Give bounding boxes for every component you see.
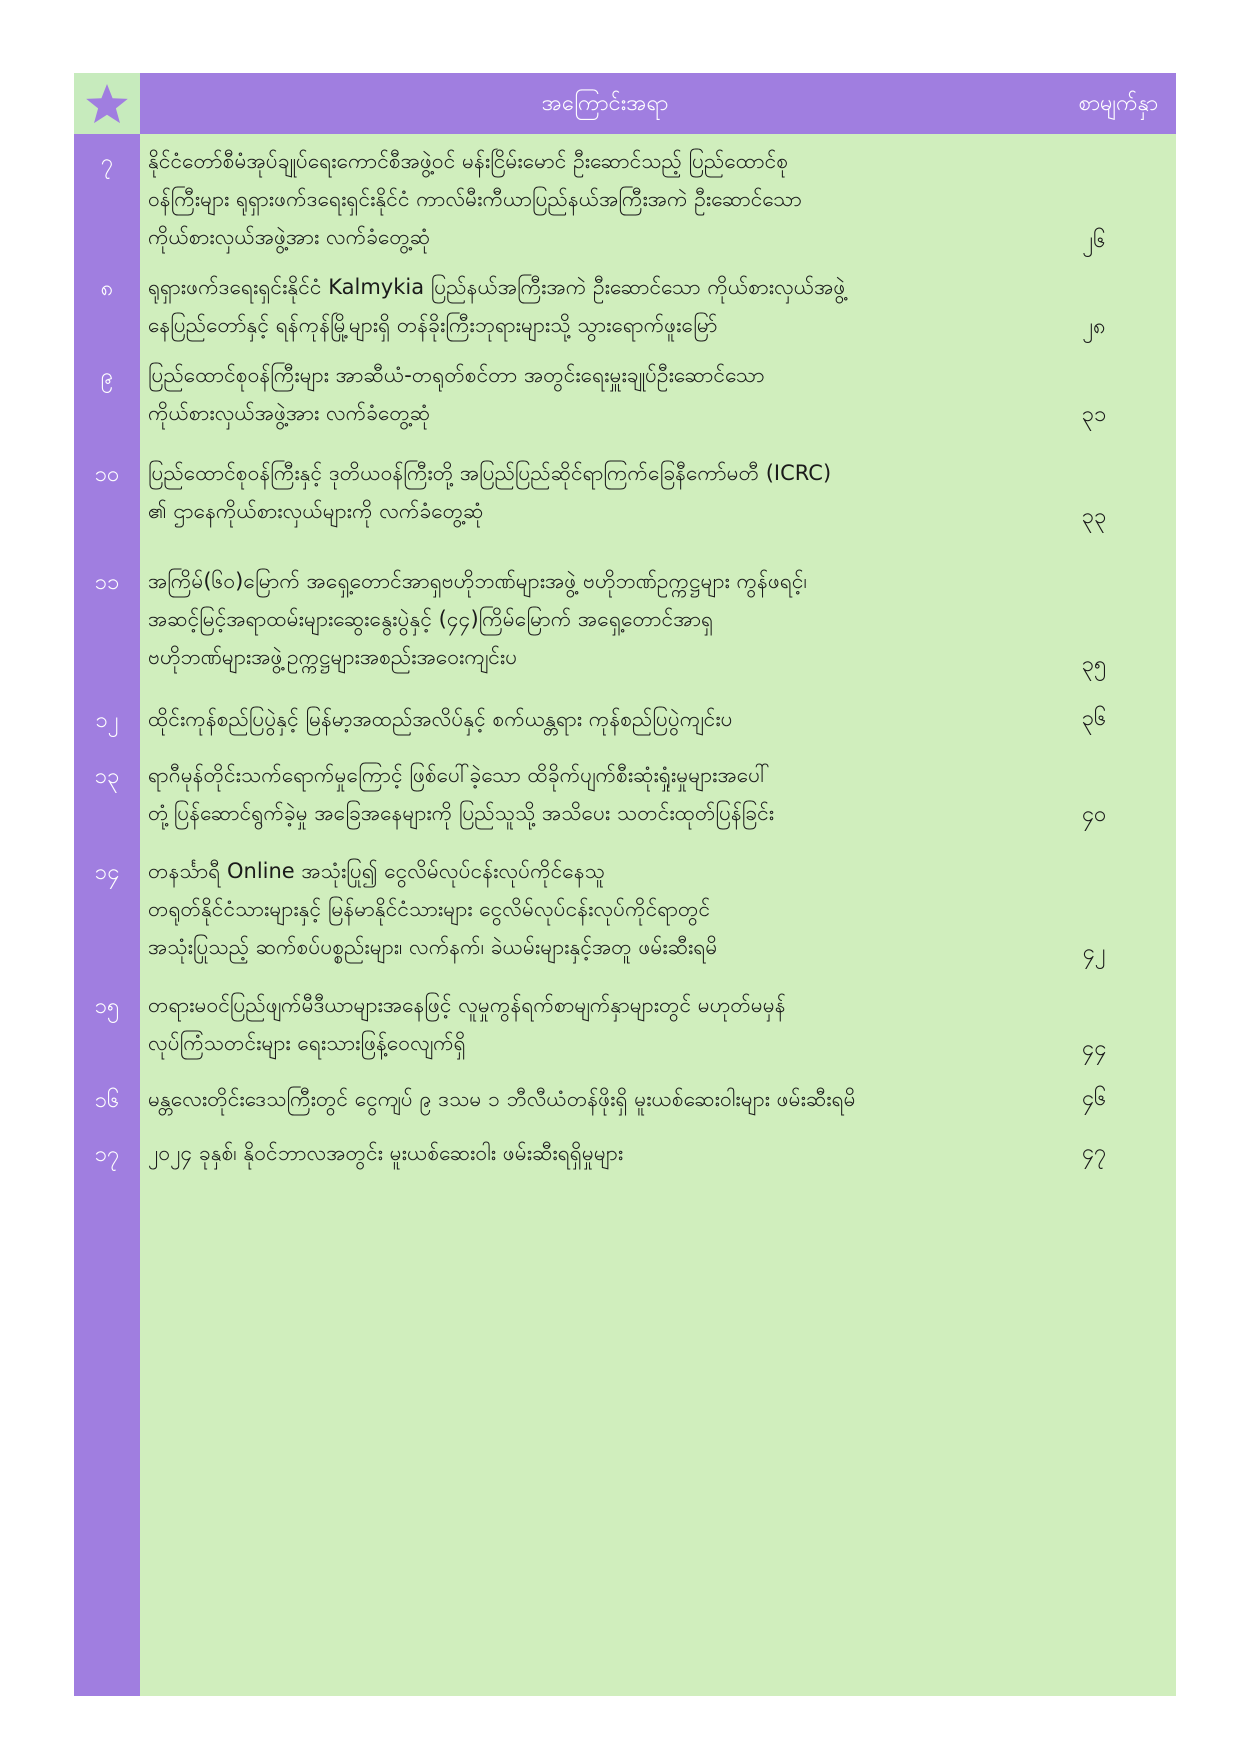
entry-title-line: အကြိမ်(၆၀)မြောက် အရှေ့တောင်အာရှဗဟိုဘဏ်များအဖွဲ့ ဗဟိုဘဏ်ဥက္ကဋ္ဌများ ကွန်ဖရင့်၊ [148,569,807,593]
entry-title-line: ရာဂီမုန်တိုင်းသက်ရောက်မှုကြောင့် ဖြစ်ပေါ်ခဲ့သော ထိခိုက်ပျက်စီးဆုံးရှုံးမှုများအပေါ် [148,763,770,787]
entry-title-line: ပြည်ထောင်စုဝန်ကြီးများ အာဆီယံ-တရုတ်စင်တာ အတွင်းရေးမှူးချုပ်ဦးဆောင်သော [148,363,765,387]
star-icon [85,82,129,126]
entry-title-line: အသုံးပြုသည့် ဆက်စပ်ပစ္စည်းများ၊ လက်နက်၊ ခဲယမ်းများနှင့်အတူ ဖမ်းဆီးရမိ [148,935,718,959]
entry-number: ၁၀ [94,462,120,487]
entry-title-line: တနင်္သာရီ Online အသုံးပြု၍ ငွေလိမ်လုပ်ငန်းလုပ်ကိုင်နေသူ [148,859,605,883]
entry-title-line: နေပြည်တော်နှင့် ရန်ကုန်မြို့များရှိ တန်ခိုးကြီးဘုရားများသို့ သွားရောက်ဖူးမြော် [148,313,718,337]
entry-title [148,142,1068,256]
toc-header-page-label: စာမျက်နှာ [1078,91,1158,116]
entry-number: ၁၇ [94,1142,120,1167]
entry-number: ၁၂ [95,708,119,733]
entry-number: ၁၁ [94,570,120,595]
entry-page-number: ၄၄ [1081,1036,1107,1061]
entry-title-line: ၏ ဌာနေကိုယ်စားလှယ်များကို လက်ခံတွေ့ဆုံ [148,499,484,523]
entry-number: ၇ [100,150,114,175]
entry-title-line: ကိုယ်စားလှယ်အဖွဲ့အား လက်ခံတွေ့ဆုံ [148,401,431,425]
entry-title-line: ကိုယ်စားလှယ်အဖွဲ့အား လက်ခံတွေ့ဆုံ [148,225,431,249]
entry-title [148,268,1068,344]
entry-title [148,454,1068,530]
toc-body [74,134,1176,1696]
entry-number: ၁၃ [94,764,120,789]
entry-page-number: ၂၈ [1082,314,1106,339]
table-of-contents [74,73,1176,1696]
star-cell [74,73,140,134]
entry-number: ၁၅ [94,994,120,1019]
entry-title-line: တုံ့ပြန်ဆောင်ရွက်ခဲ့မှု အခြေအနေများကို ပြည်သူသို့ အသိပေး သတင်းထုတ်ပြန်ခြင်း [148,801,775,825]
entry-title-line: ဝန်ကြီးများ ရုရှားဖက်ဒရေးရှင်းနိုင်ငံ ကာလ်မီးကီယာပြည်နယ်အကြီးအကဲ ဦးဆောင်သော [148,187,802,211]
entry-title [148,356,1068,432]
entry-title [148,986,1068,1062]
entry-title [148,756,1068,832]
entry-page-number: ၃၃ [1081,504,1107,529]
entry-page-number: ၄၂ [1082,940,1106,965]
entry-title [148,852,1068,966]
entry-title-line: ပြည်ထောင်စုဝန်ကြီးနှင့် ဒုတိယဝန်ကြီးတို့ အပြည်ပြည်ဆိုင်ရာကြက်ခြေနီကော်မတီ (ICRC) [148,461,832,485]
entry-title-line: မန္တလေးတိုင်းဒေသကြီးတွင် ငွေကျပ် ၉ ဒသမ ၁ ဘီလီယံတန်ဖိုးရှိ မူးယစ်ဆေးဝါးများ ဖမ်းဆီးရမိ [148,1087,856,1111]
entry-title-line: တရားမဝင်ပြည်ဖျက်မီဒီယာများအနေဖြင့် လူမှုကွန်ရက်စာမျက်နှာများတွင် မဟုတ်မမှန် [148,993,786,1017]
entry-title-line: ဗဟိုဘဏ်များအဖွဲ့ဥက္ကဋ္ဌများအစည်းအဝေးကျင်းပ [148,645,518,669]
entry-number: ၁၆ [94,1088,120,1113]
entry-title-line: နိုင်ငံတော်စီမံအုပ်ချုပ်ရေးကောင်စီအဖွဲ့ဝင် မန်းငြိမ်းမောင် ဦးဆောင်သည့် ပြည်ထောင်စု [148,149,789,173]
entry-number: ၁၄ [94,860,120,885]
entry-title-line: တရုတ်နိုင်ငံသားများနှင့် မြန်မာနိုင်ငံသားများ ငွေလိမ်လုပ်ငန်းလုပ်ကိုင်ရာတွင် [148,897,711,921]
toc-header [74,73,1176,134]
entry-number: ၉ [100,364,114,389]
toc-header-title: အကြောင်းအရာ [541,91,669,116]
entry-title [148,562,1068,676]
entry-title-line: ထိုင်းကုန်စည်ပြပွဲနှင့် မြန်မာ့အထည်အလိပ်နှင့် စက်ယန္တရား ကုန်စည်ပြပွဲကျင်းပ [148,707,733,731]
entry-page-number: ၃၁ [1081,402,1107,427]
entry-page-number: ၃၆ [1081,706,1107,731]
entry-title-line: ရုရှားဖက်ဒရေးရှင်းနိုင်ငံ Kalmykia ပြည်နယ်အကြီးအကဲ ဦးဆောင်သော ကိုယ်စားလှယ်အဖွဲ့ [148,275,846,299]
entry-page-number: ၃၅ [1081,652,1107,677]
entry-page-number: ၂၆ [1082,228,1106,253]
entry-page-number: ၄၇ [1081,1140,1107,1165]
entry-title-line: လုပ်ကြံသတင်းများ ရေးသားဖြန့်ဝေလျက်ရှိ [148,1031,466,1055]
entry-title [148,1080,1068,1118]
entry-title [148,1134,1068,1172]
entry-page-number: ၄၆ [1081,1086,1107,1111]
entry-number: ၈ [100,276,114,301]
entry-title [148,700,1068,738]
entry-page-number: ၄၀ [1081,802,1107,827]
entry-title-line: ၂၀၂၄ ခုနှစ်၊ နိုဝင်ဘာလအတွင်း မူးယစ်ဆေးဝါး ဖမ်းဆီးရရှိမှုများ [148,1141,624,1165]
entry-title-line: အဆင့်မြင့်အရာထမ်းများဆွေးနွေးပွဲနှင့် (၄၄)ကြိမ်မြောက် အရှေ့တောင်အာရှ [148,607,714,631]
